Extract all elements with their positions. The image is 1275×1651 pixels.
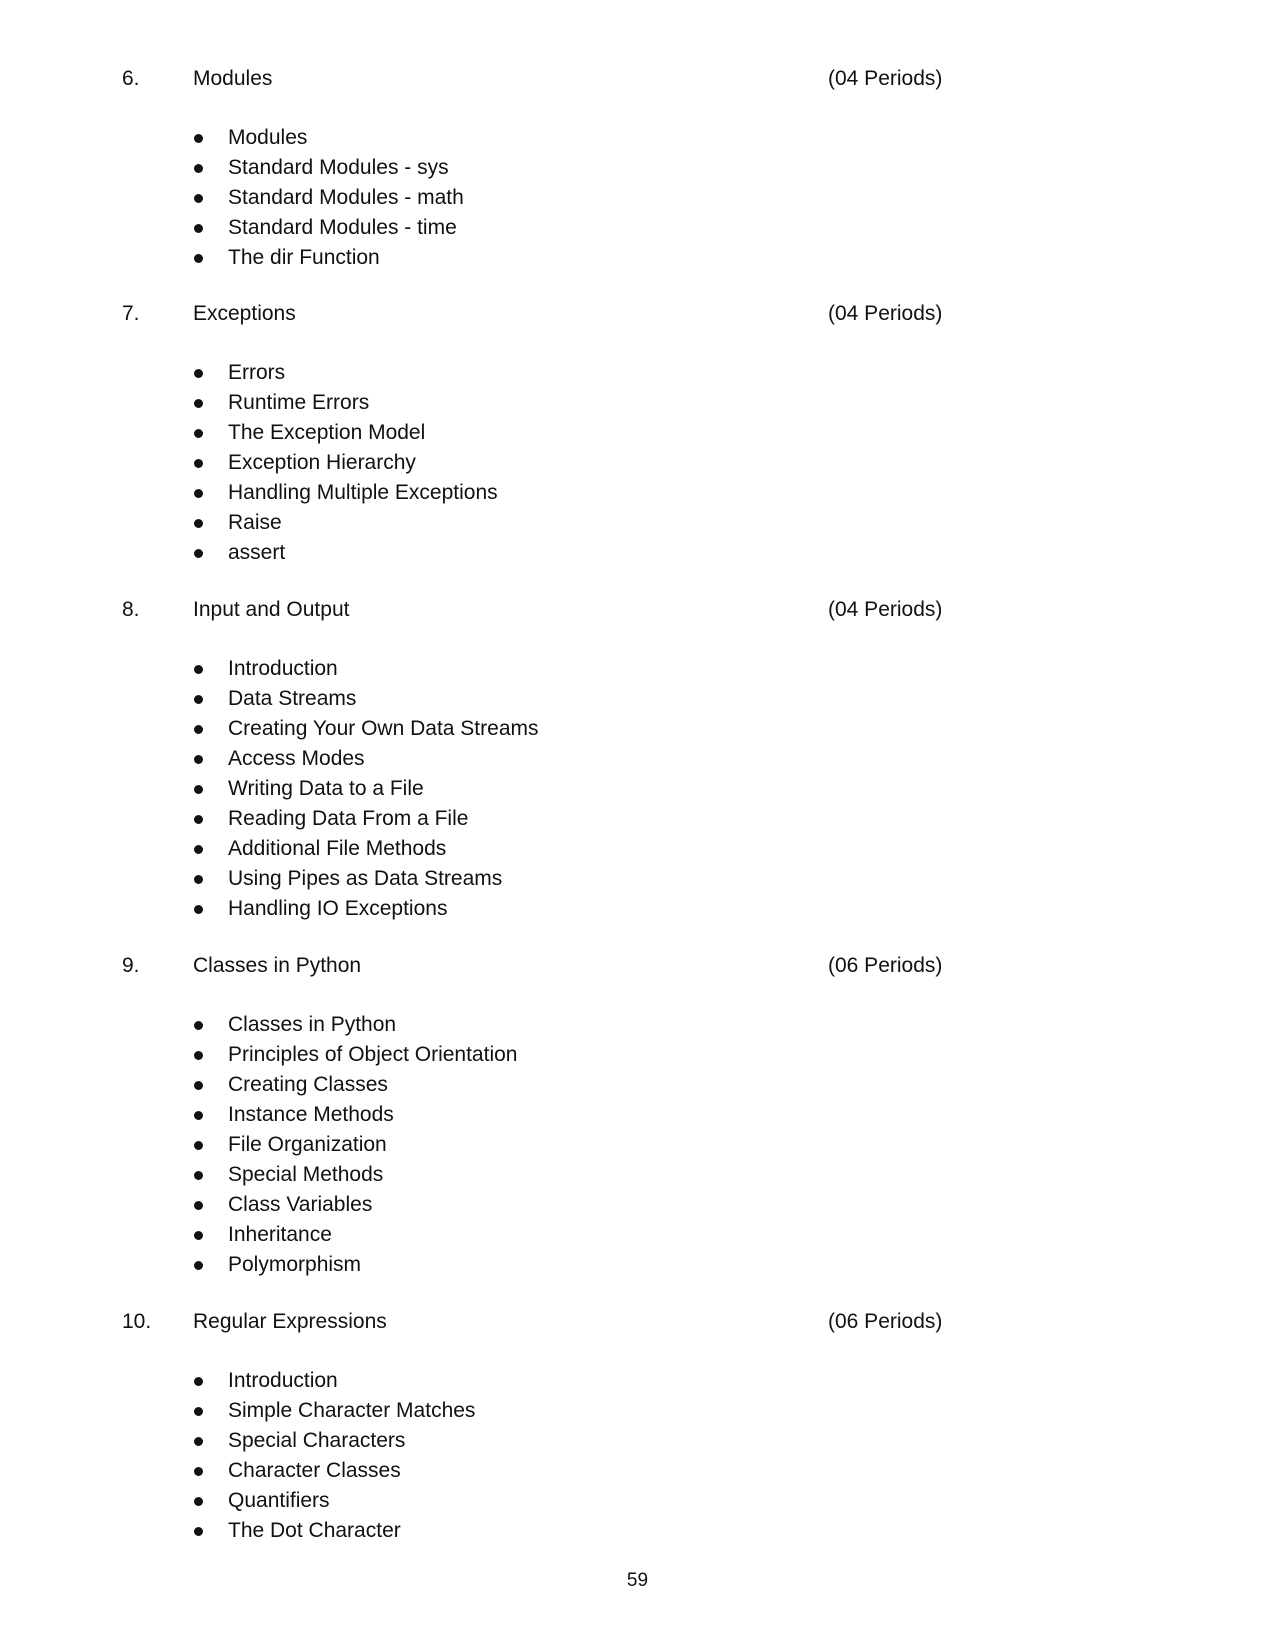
topic-text: Simple Character Matches xyxy=(228,1399,476,1422)
topic-text: Runtime Errors xyxy=(228,391,370,414)
topic-item xyxy=(0,1160,1275,1190)
bullet-icon xyxy=(194,134,203,143)
topic-list xyxy=(0,1366,1275,1546)
topic-list xyxy=(0,358,1275,568)
topic-item xyxy=(0,834,1275,864)
bullet-icon xyxy=(194,1201,203,1210)
topic-item xyxy=(0,1456,1275,1486)
topic-text: Additional File Methods xyxy=(228,837,447,860)
section-number: 6. xyxy=(122,67,140,90)
topic-list xyxy=(0,123,1275,273)
section-number: 10. xyxy=(122,1310,152,1333)
section-heading xyxy=(0,65,1275,93)
topic-item xyxy=(0,1070,1275,1100)
topic-list xyxy=(0,1010,1275,1280)
section-periods: (04 Periods) xyxy=(828,598,943,621)
bullet-icon xyxy=(194,164,203,173)
topic-item xyxy=(0,478,1275,508)
topic-text: Exception Hierarchy xyxy=(228,451,416,474)
topic-item xyxy=(0,418,1275,448)
section-heading xyxy=(0,952,1275,980)
section-heading xyxy=(0,596,1275,624)
topic-text: Creating Classes xyxy=(228,1073,388,1096)
topic-text: Handling Multiple Exceptions xyxy=(228,481,498,504)
topic-text: Reading Data From a File xyxy=(228,807,469,830)
topic-text: The dir Function xyxy=(228,246,380,269)
topic-item xyxy=(0,684,1275,714)
section-number: 8. xyxy=(122,598,140,621)
topic-text: Standard Modules - sys xyxy=(228,156,449,179)
topic-item xyxy=(0,744,1275,774)
bullet-icon xyxy=(194,1377,203,1386)
section-7 xyxy=(0,300,1275,564)
section-heading xyxy=(0,1308,1275,1336)
topic-text: Data Streams xyxy=(228,687,357,710)
topic-text: Character Classes xyxy=(228,1459,401,1482)
topic-text: assert xyxy=(228,541,286,564)
bullet-icon xyxy=(194,519,203,528)
bullet-icon xyxy=(194,224,203,233)
section-periods: (06 Periods) xyxy=(828,1310,943,1333)
bullet-icon xyxy=(194,1231,203,1240)
bullet-icon xyxy=(194,845,203,854)
bullet-icon xyxy=(194,1497,203,1506)
topic-item xyxy=(0,213,1275,243)
section-title: Exceptions xyxy=(193,302,296,325)
bullet-icon xyxy=(194,905,203,914)
bullet-icon xyxy=(194,369,203,378)
bullet-icon xyxy=(194,1171,203,1180)
topic-item xyxy=(0,1486,1275,1516)
section-periods: (04 Periods) xyxy=(828,302,943,325)
section-6 xyxy=(0,65,1275,269)
topic-item xyxy=(0,1220,1275,1250)
bullet-icon xyxy=(194,755,203,764)
topic-text: Creating Your Own Data Streams xyxy=(228,717,539,740)
topic-item xyxy=(0,538,1275,568)
bullet-icon xyxy=(194,1467,203,1476)
bullet-icon xyxy=(194,725,203,734)
topic-item xyxy=(0,894,1275,924)
topic-item xyxy=(0,123,1275,153)
topic-item xyxy=(0,508,1275,538)
section-9 xyxy=(0,952,1275,1276)
topic-text: Standard Modules - time xyxy=(228,216,457,239)
topic-text: Class Variables xyxy=(228,1193,373,1216)
topic-text: Inheritance xyxy=(228,1223,332,1246)
topic-text: The Exception Model xyxy=(228,421,426,444)
topic-text: Access Modes xyxy=(228,747,365,770)
topic-text: Introduction xyxy=(228,1369,338,1392)
topic-item xyxy=(0,243,1275,273)
bullet-icon xyxy=(194,815,203,824)
section-8 xyxy=(0,596,1275,920)
topic-list xyxy=(0,654,1275,924)
topic-item xyxy=(0,1366,1275,1396)
section-number: 9. xyxy=(122,954,140,977)
topic-item xyxy=(0,1010,1275,1040)
topic-item xyxy=(0,358,1275,388)
topic-text: Using Pipes as Data Streams xyxy=(228,867,503,890)
topic-item xyxy=(0,388,1275,418)
bullet-icon xyxy=(194,665,203,674)
bullet-icon xyxy=(194,1111,203,1120)
bullet-icon xyxy=(194,429,203,438)
topic-text: The Dot Character xyxy=(228,1519,401,1542)
topic-text: Polymorphism xyxy=(228,1253,362,1276)
topic-item xyxy=(0,714,1275,744)
section-periods: (06 Periods) xyxy=(828,954,943,977)
topic-text: Instance Methods xyxy=(228,1103,394,1126)
topic-text: Special Characters xyxy=(228,1429,406,1452)
bullet-icon xyxy=(194,399,203,408)
bullet-icon xyxy=(194,1437,203,1446)
topic-item xyxy=(0,448,1275,478)
bullet-icon xyxy=(194,254,203,263)
topic-text: File Organization xyxy=(228,1133,387,1156)
section-heading xyxy=(0,300,1275,328)
topic-text: Principles of Object Orientation xyxy=(228,1043,518,1066)
section-10 xyxy=(0,1308,1275,1542)
topic-item xyxy=(0,1516,1275,1546)
topic-item xyxy=(0,1190,1275,1220)
topic-text: Quantifiers xyxy=(228,1489,330,1512)
topic-item xyxy=(0,1040,1275,1070)
bullet-icon xyxy=(194,1527,203,1536)
bullet-icon xyxy=(194,875,203,884)
bullet-icon xyxy=(194,1261,203,1270)
topic-text: Errors xyxy=(228,361,286,384)
topic-item xyxy=(0,1100,1275,1130)
bullet-icon xyxy=(194,1141,203,1150)
section-number: 7. xyxy=(122,302,140,325)
section-periods: (04 Periods) xyxy=(828,67,943,90)
topic-text: Raise xyxy=(228,511,282,534)
bullet-icon xyxy=(194,1081,203,1090)
bullet-icon xyxy=(194,489,203,498)
topic-item xyxy=(0,774,1275,804)
topic-text: Handling IO Exceptions xyxy=(228,897,448,920)
bullet-icon xyxy=(194,1407,203,1416)
bullet-icon xyxy=(194,549,203,558)
topic-item xyxy=(0,654,1275,684)
bullet-icon xyxy=(194,695,203,704)
section-title: Input and Output xyxy=(193,598,350,621)
bullet-icon xyxy=(194,785,203,794)
topic-text: Modules xyxy=(228,126,308,149)
bullet-icon xyxy=(194,1021,203,1030)
topic-item xyxy=(0,1396,1275,1426)
bullet-icon xyxy=(194,459,203,468)
topic-item xyxy=(0,864,1275,894)
section-title: Regular Expressions xyxy=(193,1310,387,1333)
topic-text: Classes in Python xyxy=(228,1013,397,1036)
topic-text: Introduction xyxy=(228,657,338,680)
topic-text: Writing Data to a File xyxy=(228,777,424,800)
page-number: 59 xyxy=(626,1570,649,1591)
topic-item xyxy=(0,1426,1275,1456)
topic-text: Special Methods xyxy=(228,1163,384,1186)
topic-text: Standard Modules - math xyxy=(228,186,464,209)
topic-item xyxy=(0,1130,1275,1160)
topic-item xyxy=(0,1250,1275,1280)
section-title: Classes in Python xyxy=(193,954,362,977)
bullet-icon xyxy=(194,194,203,203)
topic-item xyxy=(0,183,1275,213)
bullet-icon xyxy=(194,1051,203,1060)
topic-item xyxy=(0,153,1275,183)
topic-item xyxy=(0,804,1275,834)
section-title: Modules xyxy=(193,67,273,90)
